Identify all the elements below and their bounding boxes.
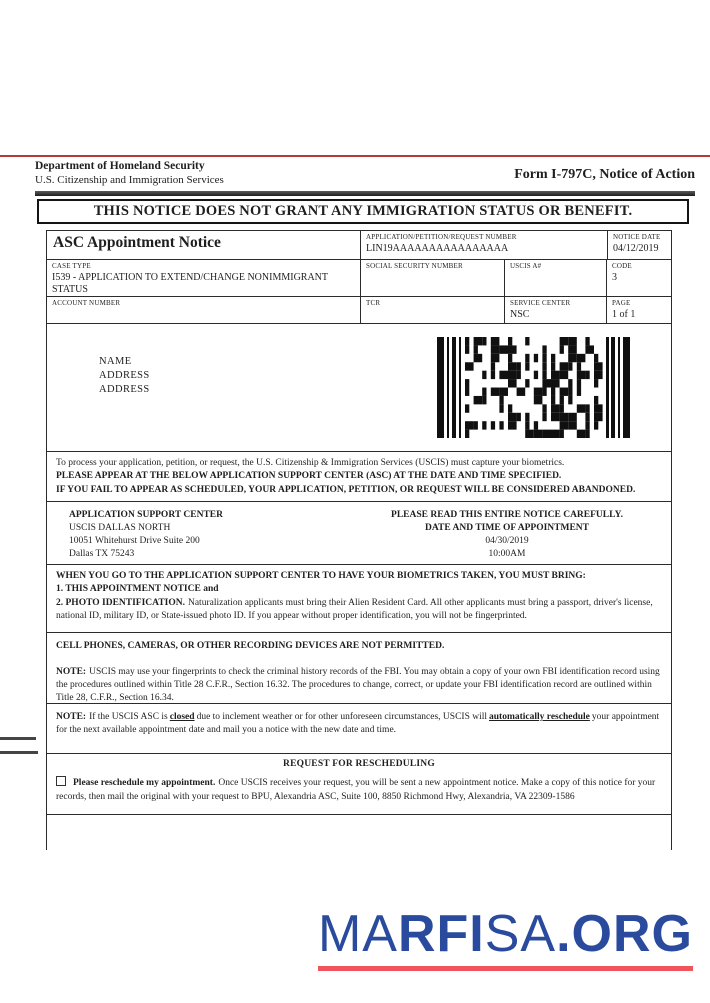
- agency-name: Department of Homeland Security: [35, 160, 205, 172]
- asc-address-2: Dallas TX 75243: [69, 549, 135, 559]
- notice-date-value: 04/12/2019: [613, 243, 659, 254]
- service-center-cell: [504, 297, 606, 323]
- service-center-value: NSC: [510, 309, 530, 320]
- recipient-address-2: ADDRESS: [99, 384, 150, 395]
- logo-red-underline: [318, 966, 693, 971]
- read-carefully-line: PLEASE READ THIS ENTIRE NOTICE CAREFULLY.: [391, 510, 623, 520]
- rescheduling-heading: REQUEST FOR RESCHEDULING: [283, 759, 435, 769]
- case-type-label: CASE TYPE: [52, 262, 91, 270]
- recipient-section: [47, 323, 671, 451]
- closure-note-emphasis-1: closed: [169, 712, 195, 722]
- uscis-a-label: USCIS A#: [510, 262, 542, 270]
- barcode-2d: [437, 337, 630, 438]
- reschedule-instructions: Once USCIS receives your request, you will be sent a new appointment notice. Make a copy of this notice for your records, then mail the original with your request to BPU, Alexandria ASC, Suite 100, 8850 Richmond Hwy, Alexandria, VA 22309-1586: [56, 778, 656, 802]
- what-to-bring-section: [47, 564, 671, 632]
- asc-name: USCIS DALLAS NORTH: [69, 523, 171, 533]
- account-number-label: ACCOUNT NUMBER: [52, 299, 121, 307]
- reschedule-checkbox[interactable]: [56, 776, 66, 786]
- marfisa-logo-text: [318, 905, 693, 965]
- logo-segment: RFI: [397, 905, 485, 963]
- account-number-cell: [47, 297, 360, 323]
- recipient-address-1: ADDRESS: [99, 370, 150, 381]
- uscis-a-cell: [504, 260, 606, 296]
- appointment-time-block: [342, 509, 672, 561]
- intro-line-3: IF YOU FAIL TO APPEAR AS SCHEDULED, YOUR APPLICATION, PETITION, OR REQUEST WILL BE CONSIDERED ABANDONED.: [56, 484, 636, 495]
- appointment-details-section: [47, 501, 671, 564]
- agency-header: [35, 159, 224, 187]
- tcr-cell: [360, 297, 504, 323]
- tcr-label: TCR: [366, 299, 381, 307]
- bring-item-2: [56, 597, 662, 624]
- ssn-label: SOCIAL SECURITY NUMBER: [366, 262, 463, 270]
- left-margin-mark: [0, 751, 38, 754]
- intro-line-1: To process your application, petition, or request, the U.S. Citizenship & Immigration Services (USCIS) must capture your biometrics.: [56, 458, 565, 468]
- empty-tail-section: [47, 814, 671, 851]
- recipient-name: NAME: [99, 356, 132, 367]
- logo-segment: .ORG: [556, 905, 693, 963]
- appointment-time: 10:00AM: [488, 549, 526, 559]
- appointment-heading: DATE AND TIME OF APPOINTMENT: [425, 523, 589, 533]
- bring-heading: WHEN YOU GO TO THE APPLICATION SUPPORT CENTER TO HAVE YOUR BIOMETRICS TAKEN, YOU MUST BRING:: [56, 571, 586, 581]
- notice-body-box: [46, 230, 672, 850]
- asc-location-block: [69, 509, 223, 561]
- biometrics-intro-section: [47, 451, 671, 501]
- code-label: CODE: [612, 262, 632, 270]
- left-margin-mark: [0, 737, 36, 740]
- ssn-cell: [360, 260, 504, 296]
- application-number-cell: [360, 231, 607, 259]
- closure-note-section: [47, 703, 671, 753]
- notice-title: ASC Appointment Notice: [53, 234, 221, 251]
- application-number-value: LIN19AAAAAAAAAAAAAAAA: [366, 243, 509, 254]
- code-value: 3: [612, 272, 617, 283]
- no-benefit-banner: THIS NOTICE DOES NOT GRANT ANY IMMIGRATION STATUS OR BENEFIT.: [37, 199, 689, 224]
- page-value: 1 of 1: [612, 309, 636, 320]
- recipient-address-block: [99, 355, 150, 397]
- asc-heading: APPLICATION SUPPORT CENTER: [69, 510, 223, 520]
- rescheduling-body: [56, 776, 662, 804]
- devices-and-fbi-note-section: [47, 632, 671, 703]
- notice-date-cell: [607, 231, 671, 259]
- header-divider-bar: [35, 191, 695, 196]
- closure-note-label: NOTE:: [56, 712, 87, 722]
- logo-segment: MA: [317, 905, 398, 963]
- logo-segment: SA: [484, 905, 557, 963]
- closure-note-text-1: If the USCIS ASC is: [89, 712, 168, 722]
- bring-item-2-label: 2. PHOTO IDENTIFICATION.: [56, 597, 185, 608]
- table-row: [47, 259, 671, 296]
- page-cell: [606, 297, 671, 323]
- page-label: PAGE: [612, 299, 631, 307]
- top-red-rule: [0, 155, 710, 157]
- closure-note-text-3: your appointment for the next available appointment date and mail you a notice with the new date and time.: [56, 712, 660, 736]
- closure-note-text-2: due to inclement weather or for other unforeseen circumstances, USCIS will: [196, 712, 488, 722]
- fbi-note-label: NOTE:: [56, 667, 87, 677]
- intro-line-2: PLEASE APPEAR AT THE BELOW APPLICATION SUPPORT CENTER (ASC) AT THE DATE AND TIME SPECIFIED.: [56, 471, 562, 482]
- code-cell: [606, 260, 671, 296]
- application-number-label: APPLICATION/PETITION/REQUEST NUMBER: [366, 233, 517, 241]
- agency-subname: U.S. Citizenship and Immigration Services: [35, 174, 224, 186]
- barcode-image: [437, 337, 630, 438]
- fbi-note-text: USCIS may use your fingerprints to check the criminal history records of the FBI. You may obtain a copy of your own FBI identification record using the procedures outlined within Title 28 C.F.R., Section 16.32. The procedures to change, correct, or update your FBI identification record are outlined within Title 28, C.F.R., Section 16.34.: [56, 667, 660, 703]
- table-row: [47, 296, 671, 323]
- fbi-note: [56, 666, 662, 705]
- closure-note-emphasis-2: automatically reschedule: [489, 712, 590, 722]
- asc-address-1: 10051 Whitehurst Drive Suite 200: [69, 536, 200, 546]
- form-title: Form I-797C, Notice of Action: [514, 167, 695, 182]
- table-row: [47, 231, 671, 259]
- case-type-value: I539 - APPLICATION TO EXTEND/CHANGE NONIMMIGRANT STATUS: [52, 272, 328, 295]
- notice-date-label: NOTICE DATE: [613, 233, 661, 241]
- service-center-label: SERVICE CENTER: [510, 299, 571, 307]
- bring-item-2-text: Naturalization applicants must bring their Alien Resident Card. All other applicants must bring a passport, driver's license, national ID, military ID, or State-issued photo ID. If you appear without proper identification, you will not be fingerprinted.: [56, 597, 653, 622]
- bring-item-1: 1. THIS APPOINTMENT NOTICE and: [56, 584, 219, 595]
- appointment-date: 04/30/2019: [485, 536, 529, 546]
- devices-warning: CELL PHONES, CAMERAS, OR OTHER RECORDING DEVICES ARE NOT PERMITTED.: [56, 641, 445, 651]
- reschedule-checkbox-label: Please reschedule my appointment.: [73, 778, 216, 789]
- rescheduling-section: [47, 753, 671, 814]
- case-type-cell: [47, 260, 360, 296]
- marfisa-logo: [318, 905, 693, 971]
